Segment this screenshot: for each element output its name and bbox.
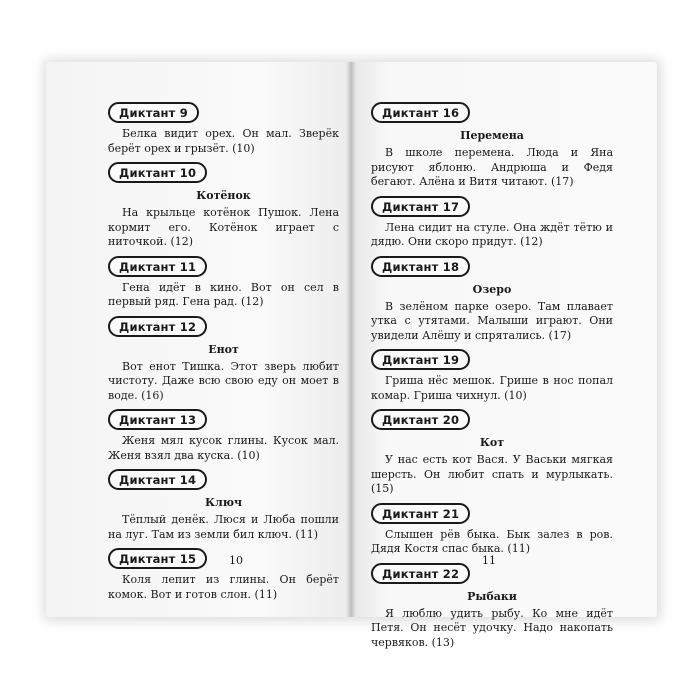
- dictation-22: [371, 563, 613, 651]
- dictation-19: [371, 349, 613, 403]
- dictation-16: [371, 102, 613, 190]
- dictation-text: Белка видит орех. Он мал. Зверёк берёт орех и грызёт. (10): [108, 127, 339, 155]
- dictation-text: Коля лепит из глины. Он берёт комок. Вот и готов слон. (11): [108, 573, 339, 601]
- dictation-label: Диктант 14: [108, 469, 207, 490]
- dictation-text: Тёплый денёк. Люся и Люба пошли на луг. Там из земли бил ключ. (11): [108, 513, 339, 541]
- dictation-label: Диктант 12: [108, 316, 207, 337]
- dictation-label: Диктант 20: [371, 409, 470, 430]
- dictation-20: [371, 409, 613, 497]
- dictation-text: Гриша нёс мешок. Грише в нос попал комар. Гриша чихнул. (10): [371, 374, 613, 402]
- right-page-content: [371, 102, 613, 656]
- dictation-title: Енот: [208, 342, 239, 356]
- dictation-label: Диктант 17: [371, 196, 470, 217]
- book-spine: [346, 62, 356, 617]
- dictation-18: [371, 256, 613, 344]
- dictation-text: На крыльце котёнок Пушок. Лена кормит его. Котёнок играет с ниточкой. (12): [108, 206, 339, 248]
- dictation-title: Озеро: [472, 282, 512, 296]
- dictation-label: Диктант 21: [371, 503, 470, 524]
- dictation-15: [108, 548, 339, 602]
- dictation-text: Вот енот Тишка. Этот зверь любит чистоту. Даже всю свою еду он моет в воде. (16): [108, 359, 339, 402]
- dictation-label: Диктант 11: [108, 256, 207, 277]
- dictation-label: Диктант 19: [371, 349, 470, 370]
- dictation-13: [108, 409, 339, 463]
- dictation-text: Слышен рёв быка. Бык залез в ров. Дядя Костя спас быка. (11): [371, 527, 613, 555]
- dictation-9: [108, 102, 339, 156]
- page-number: 10: [229, 554, 243, 567]
- dictation-label: Диктант 10: [108, 162, 207, 183]
- left-page: [46, 62, 351, 617]
- dictation-10: [108, 162, 339, 250]
- dictation-text: В зелёном парке озеро. Там плавает утка с утятами. Малыши играют. Они увидели Алёшу и спрятались. (17): [371, 299, 613, 342]
- dictation-label: Диктант 16: [371, 102, 470, 123]
- dictation-17: [371, 196, 613, 250]
- left-page-content: [108, 102, 339, 608]
- dictation-title: Котёнок: [196, 189, 251, 202]
- dictation-label: Диктант 9: [108, 102, 199, 123]
- dictation-text: Я люблю удить рыбу. Ко мне идёт Петя. Он несёт удочку. Надо накопать червяков. (13): [371, 606, 613, 649]
- dictation-label: Диктант 18: [371, 256, 470, 277]
- dictation-text: Лена сидит на стуле. Она ждёт тётю и дядю. Они скоро придут. (12): [371, 220, 613, 248]
- dictation-label: Диктант 22: [371, 563, 470, 584]
- dictation-14: [108, 469, 339, 542]
- dictation-21: [371, 503, 613, 557]
- page-number: 11: [482, 554, 496, 567]
- dictation-text: В школе перемена. Люда и Яна рисуют яблоню. Андрюша и Федя бегают. Алёна и Витя читают. (17): [371, 146, 613, 188]
- dictation-text: У нас есть кот Вася. У Васьки мягкая шерсть. Он любит спать и мурлыкать. (15): [371, 453, 613, 495]
- dictation-12: [108, 316, 339, 404]
- dictation-label: Диктант 15: [108, 548, 207, 569]
- dictation-title: Ключ: [204, 496, 243, 509]
- dictation-title: Кот: [479, 436, 505, 449]
- dictation-text: Гена идёт в кино. Вот он сел в первый ряд. Гена рад. (12): [108, 280, 339, 308]
- dictation-title: Перемена: [460, 129, 524, 142]
- dictation-text: Женя мял кусок глины. Кусок мал. Женя взял два куска. (10): [108, 434, 339, 462]
- dictation-title: Рыбаки: [467, 589, 517, 603]
- dictation-label: Диктант 13: [108, 409, 207, 430]
- dictation-11: [108, 256, 339, 310]
- right-page: [351, 62, 657, 649]
